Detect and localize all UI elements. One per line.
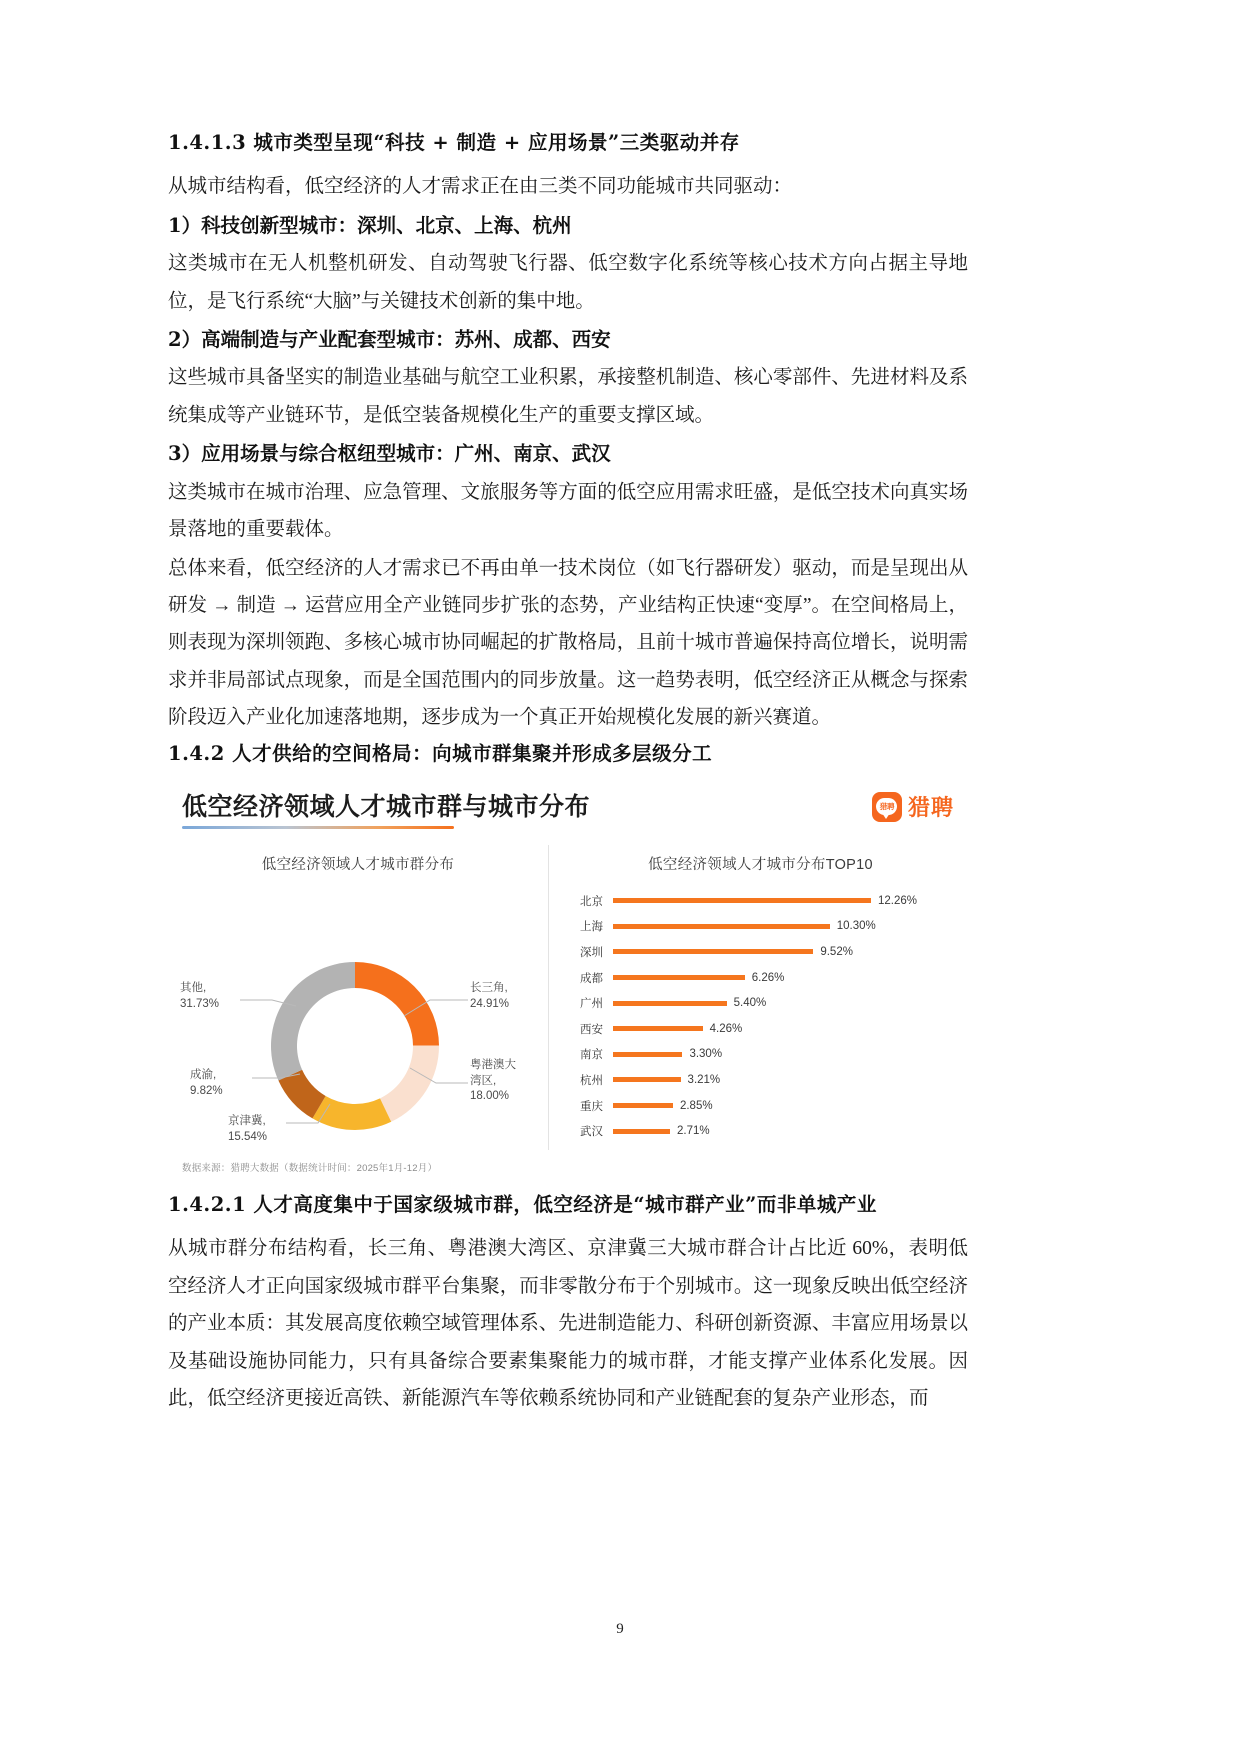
page-content [168, 128, 968, 1418]
bar-category-label: 成都 [580, 972, 603, 985]
page-number: 9 [616, 1621, 624, 1637]
bar-fill [613, 949, 813, 954]
bar-category-label: 上海 [580, 921, 603, 934]
bar-row [559, 914, 968, 940]
bar-category-label: 广州 [580, 998, 603, 1011]
donut-label-yuegangao: 粤港澳大 湾区, 18.00% [470, 1059, 516, 1103]
section-heading-1413: 1.4.1.3 城市类型呈现“科技 + 制造 + 应用场景”三类驱动并存 [168, 131, 740, 154]
bar-fill [613, 1052, 682, 1057]
bar-track [613, 895, 968, 907]
brand-name: 猎聘 [907, 795, 954, 820]
bar-row [559, 1067, 968, 1093]
speech-bubble-icon [876, 798, 897, 815]
donut-slice-4 [271, 962, 355, 1080]
bar-track [613, 946, 968, 958]
bar-category-label: 武汉 [580, 1126, 603, 1139]
donut-label-changsanjiao: 长三角, 24.91% [470, 982, 510, 1010]
bar-row [559, 1042, 968, 1068]
donut-label-chengyu: 成渝, 9.82% [190, 1069, 223, 1097]
section-heading-142: 1.4.2 人才供给的空间格局：向城市群集聚并形成多层级分工 [168, 741, 713, 765]
liepin-logo-icon [872, 792, 902, 822]
bar-track [613, 997, 968, 1009]
bar-value-label: 6.26% [751, 971, 785, 984]
list-item-label-1: 1）科技创新型城市：深圳、北京、上海、杭州 [168, 213, 572, 237]
list-item-label-3: 3）应用场景与综合枢纽型城市：广州、南京、武汉 [168, 442, 611, 466]
bar-value-label: 5.40% [733, 997, 767, 1010]
bar-track [613, 1100, 968, 1112]
bar-value-label: 9.52% [820, 945, 853, 958]
bar-value-label: 12.26% [878, 894, 918, 907]
bar-category-label: 西安 [580, 1023, 603, 1036]
bar-row [559, 1016, 968, 1042]
donut-label-jingjinji: 京津冀, 15.54% [228, 1115, 268, 1143]
bar-chart-panel [548, 845, 968, 1150]
list-item-label-2: 2）高端制造与产业配套型城市：苏州、成都、西安 [168, 327, 611, 351]
donut-chart-svg [168, 878, 548, 1150]
bar-row [559, 888, 968, 914]
bar-fill [613, 1129, 670, 1134]
brand-logo [872, 791, 954, 822]
bar-row [559, 990, 968, 1016]
bar-track [613, 972, 968, 984]
bar-value-label: 2.85% [679, 1099, 713, 1112]
section-1421-body: 从城市群分布结构看，长三角、粤港澳大湾区、京津冀三大城市群合计占比近 60%，表明低空经济人才正向国家级城市群平台集聚，而非零散分布于个别城市。这一现象反映出低空经济的产业本质：其发展高度依赖空域管理体系、先进制造能力、科研创新资源、丰富应用场景以及基础设施协同能力，只有具备综合要素集聚能力的城市群，才能支撑产业体系化发展。因此，低空经济更接近高铁、新能源汽车等依赖系统协同和产业链配套的复杂产业形态，而 [168, 1238, 968, 1409]
bar-track [613, 1074, 968, 1086]
figure-title: 低空经济领域人才城市群与城市分布 [182, 793, 591, 821]
bar-fill [613, 1001, 727, 1006]
donut-slice-1 [380, 1046, 439, 1122]
donut-chart [168, 878, 548, 1150]
list-item-body-1: 这类城市在无人机整机研发、自动驾驶飞行器、低空数字化系统等核心技术方向占据主导地位，是飞行系统“大脑”与关键技术创新的集中地。 [168, 253, 968, 312]
figure-card [168, 783, 968, 1174]
bar-value-label: 10.30% [836, 920, 876, 933]
bar-fill [613, 924, 830, 929]
bar-category-label: 杭州 [580, 1074, 603, 1087]
bar-fill [613, 1103, 673, 1108]
bar-row [559, 939, 968, 965]
bar-fill [613, 975, 745, 980]
section-1413-intro: 从城市结构看，低空经济的人才需求正在由三类不同功能城市共同驱动： [168, 176, 793, 198]
figure-title-underline [182, 826, 454, 829]
brand-mark-text: 猎聘 [879, 801, 895, 811]
figure-header [168, 783, 968, 839]
section-1413-summary: 总体来看，低空经济的人才需求已不再由单一技术岗位（如飞行器研发）驱动，而是呈现出从研发 → 制造 → 运营应用全产业链同步扩张的态势，产业结构正快速“变厚”。在空间格局上，则表现为深圳领跑、多核心城市协同崛起的扩散格局，且前十城市普遍保持高位增长，说明需求并非局部试点现象，而是全国范围内的同步放量。这一趋势表明，低空经济正从概念与探索阶段迈入产业化加速落地期，逐步成为一个真正开始规模化发展的新兴赛道。 [168, 557, 968, 729]
bar-fill [613, 1026, 703, 1031]
bar-category-label: 南京 [580, 1049, 603, 1062]
bar-track [613, 920, 968, 932]
bar-value-label: 4.26% [709, 1022, 743, 1035]
bar-category-label: 重庆 [580, 1100, 603, 1113]
section-heading-1421: 1.4.2.1 人才高度集中于国家级城市群，低空经济是“城市群产业”而非单城产业 [168, 1193, 877, 1216]
bar-category-label: 深圳 [580, 946, 603, 959]
bar-row [559, 1093, 968, 1119]
bar-row [559, 965, 968, 991]
bar-fill [613, 898, 871, 903]
bar-track [613, 1023, 968, 1035]
donut-label-qita: 其他, 31.73% [180, 982, 220, 1010]
bar-value-label: 3.30% [689, 1048, 723, 1061]
figure-source-note: 数据来源：猎聘大数据（数据统计时间：2025年1月-12月） [182, 1163, 438, 1174]
bar-track [613, 1048, 968, 1060]
bar-fill [613, 1077, 681, 1082]
list-item-body-3: 这类城市在城市治理、应急管理、文旅服务等方面的低空应用需求旺盛，是低空技术向真实场景落地的重要载体。 [168, 481, 968, 541]
bar-track [613, 1125, 968, 1137]
list-item-body-2: 这些城市具备坚实的制造业基础与航空工业积累，承接整机制造、核心零部件、先进材料及系统集成等产业链环节，是低空装备规模化生产的重要支撑区域。 [168, 367, 968, 426]
donut-arc-group [271, 962, 439, 1130]
figure-body [168, 839, 968, 1150]
bar-row [559, 1118, 968, 1144]
bar-value-label: 2.71% [677, 1125, 710, 1138]
bar-chart-title: 低空经济领域人才城市分布TOP10 [648, 857, 873, 873]
bar-chart-rows [553, 888, 968, 1144]
donut-slice-0 [355, 962, 439, 1046]
bar-category-label: 北京 [580, 895, 603, 908]
donut-chart-title: 低空经济领域人才城市群分布 [261, 857, 455, 873]
donut-chart-panel [168, 845, 548, 1150]
bar-value-label: 3.21% [687, 1073, 721, 1086]
